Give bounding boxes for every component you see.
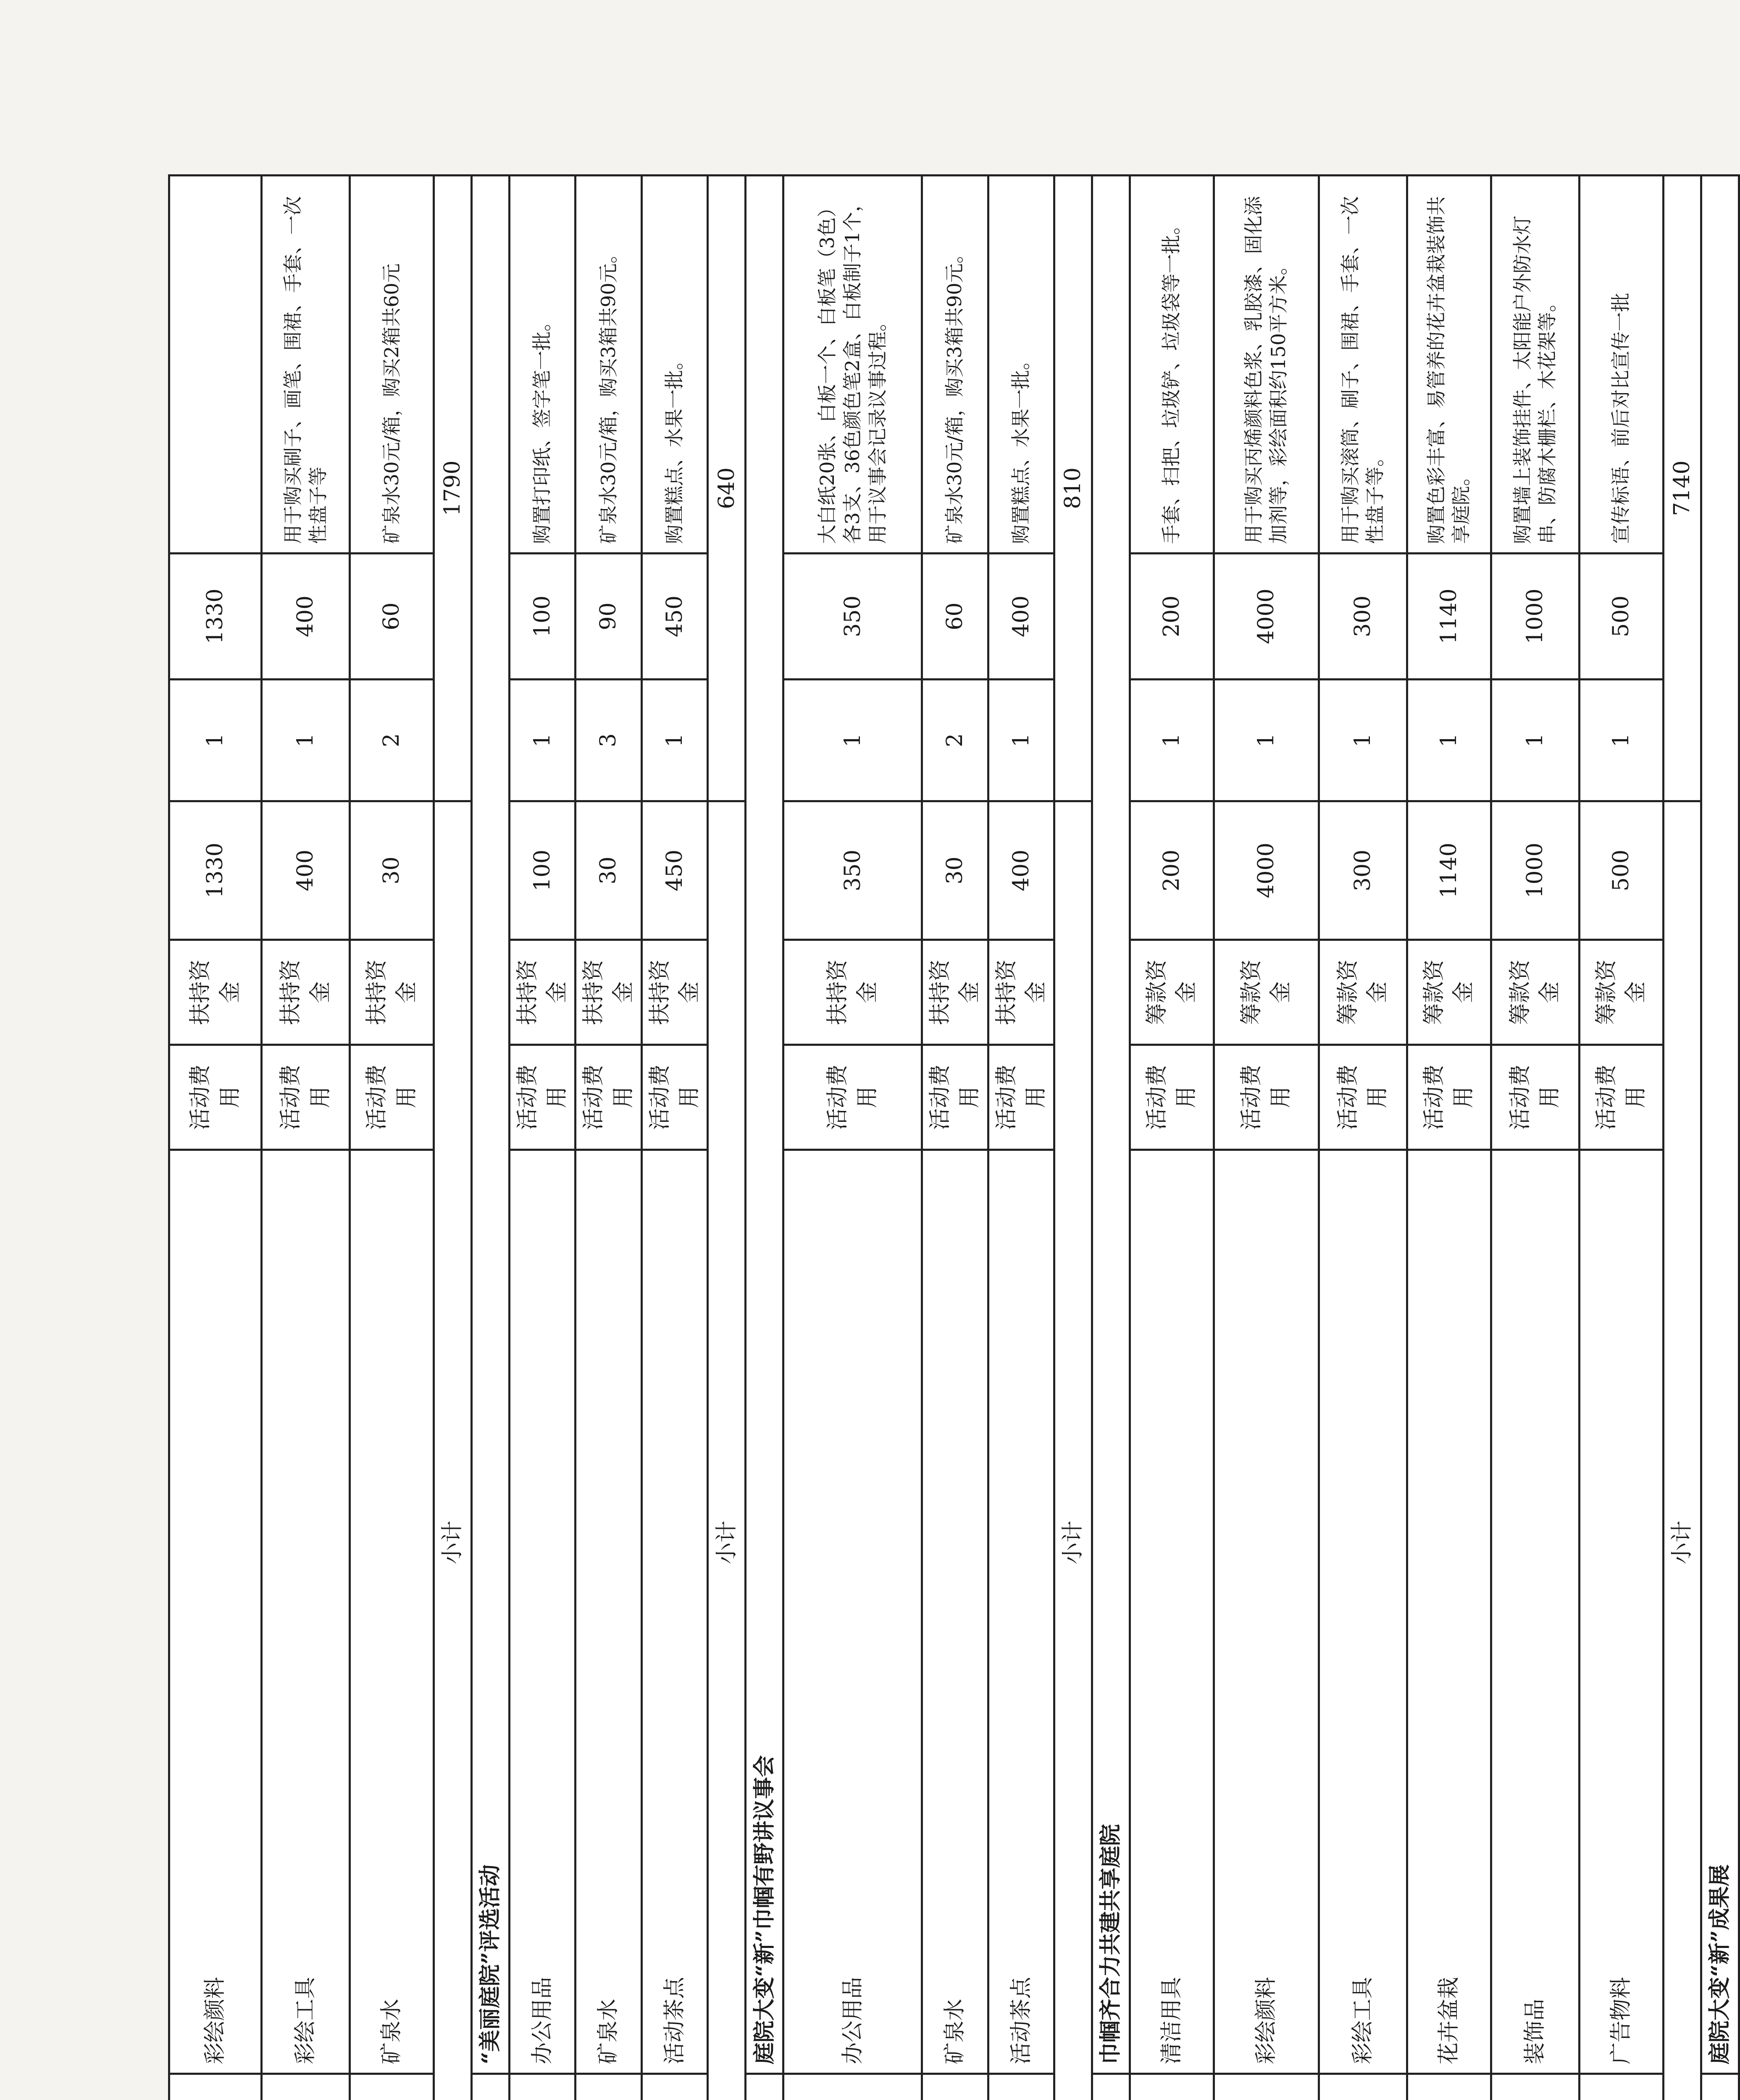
table-row: [510, 176, 576, 2100]
unit-price: 400: [988, 801, 1054, 940]
amount: 1000: [1491, 554, 1579, 680]
unit-price: 350: [783, 801, 922, 940]
funding-source: 筹款资金: [1407, 940, 1491, 1045]
table-row: [350, 176, 434, 2100]
expense-category: 活动费用: [510, 1045, 576, 1150]
expense-category: 活动费用: [576, 1045, 641, 1150]
quantity: 1: [641, 680, 707, 801]
section-number: [472, 2074, 510, 2100]
remark: 用于购买刷子、画笔、围裙、手套、一次性盘子等: [262, 176, 350, 554]
remark: 用于购买丙烯颜料色浆、乳胶漆、固化添加剂等，彩绘面积约150平方米。: [1214, 176, 1319, 554]
expense-category: 活动费用: [1319, 1045, 1407, 1150]
quantity: 3: [576, 680, 641, 801]
amount: 500: [1579, 554, 1663, 680]
section-header-row: [746, 176, 783, 2100]
subtotal-row: [708, 176, 746, 2100]
subtotal-label: 小计: [1054, 801, 1092, 2100]
item-name: 活动茶点: [641, 1150, 707, 2074]
expense-category: 活动费用: [988, 1045, 1054, 1150]
row-number: [922, 2074, 988, 2100]
row-number: [988, 2074, 1054, 2100]
expense-category: 活动费用: [169, 1045, 262, 1150]
amount: 350: [783, 554, 922, 680]
funding-source: 扶持资金: [641, 940, 707, 1045]
amount: 4000: [1214, 554, 1319, 680]
remark: 用于购买滚筒、刷子、围裙、手套、一次性盘子等。: [1319, 176, 1407, 554]
funding-source: 扶持资金: [576, 940, 641, 1045]
funding-source: 筹款资金: [1491, 940, 1579, 1045]
subtotal-label: 小计: [708, 801, 746, 2100]
table-row: [1130, 176, 1214, 2100]
remark: 购置墙上装饰挂件、太阳能户外防水灯串、防腐木栅栏、木花架等。: [1491, 176, 1579, 554]
section-number: [1701, 2074, 1739, 2100]
expense-category: 活动费用: [641, 1045, 707, 1150]
row-number: [1130, 2074, 1214, 2100]
quantity: 1: [1319, 680, 1407, 801]
unit-price: 400: [262, 801, 350, 940]
expense-category: 活动费用: [262, 1045, 350, 1150]
expense-category: 活动费用: [783, 1045, 922, 1150]
quantity: 1: [510, 680, 576, 801]
remark: 大白纸20张、白板一个、白板笔（3色）各3支、36色颜色笔2盒、白板制子1个，用于议事会记录议事过程。: [783, 176, 922, 554]
table-row: [1407, 176, 1491, 2100]
amount: 200: [1130, 554, 1214, 680]
table-row: [783, 176, 922, 2100]
unit-price: 1140: [1407, 801, 1491, 940]
quantity: 1: [1407, 680, 1491, 801]
section-header-row: [472, 176, 510, 2100]
row-number: [1214, 2074, 1319, 2100]
amount: 400: [988, 554, 1054, 680]
quantity: 1: [1491, 680, 1579, 801]
subtotal-value: 1790: [434, 176, 472, 801]
remark: 购置糕点、水果一批。: [641, 176, 707, 554]
amount: 100: [510, 554, 576, 680]
row-number: [783, 2074, 922, 2100]
table-row: [988, 176, 1054, 2100]
remark: 购置糕点、水果一批。: [988, 176, 1054, 554]
funding-source: 扶持资金: [783, 940, 922, 1045]
table-row: [262, 176, 350, 2100]
row-number: [641, 2074, 707, 2100]
unit-price: 4000: [1214, 801, 1319, 940]
item-name: 彩绘工具: [262, 1150, 350, 2074]
subtotal-value: 640: [708, 176, 746, 801]
section-number: [1092, 2074, 1130, 2100]
unit-price: 300: [1319, 801, 1407, 940]
subtotal-label: 小计: [434, 801, 472, 2100]
subtotal-value: 810: [1054, 176, 1092, 801]
item-name: 矿泉水: [576, 1150, 641, 2074]
unit-price: 100: [510, 801, 576, 940]
amount: 450: [641, 554, 707, 680]
remark: 手套、扫把、垃圾铲、垃圾袋等一批。: [1130, 176, 1214, 554]
budget-table: [168, 174, 1740, 2100]
remark: 购置色彩丰富、易管养的花卉盆栽装饰共享庭院。: [1407, 176, 1491, 554]
funding-source: 筹款资金: [1214, 940, 1319, 1045]
item-name: 彩绘工具: [1319, 1150, 1407, 2074]
row-number: [350, 2074, 434, 2100]
amount: 90: [576, 554, 641, 680]
unit-price: 1330: [169, 801, 262, 940]
row-number: [1491, 2074, 1579, 2100]
table-row: [1579, 176, 1663, 2100]
amount: 60: [922, 554, 988, 680]
amount: 1330: [169, 554, 262, 680]
remark: 矿泉水30元/箱，购买3箱共90元。: [922, 176, 988, 554]
row-number: [262, 2074, 350, 2100]
unit-price: 30: [922, 801, 988, 940]
funding-source: 扶持资金: [169, 940, 262, 1045]
subtotal-label: 小计: [1663, 801, 1701, 2100]
unit-price: 30: [576, 801, 641, 940]
remark: [169, 176, 262, 554]
table-row: [922, 176, 988, 2100]
subtotal-row: [1054, 176, 1092, 2100]
table-row: [169, 176, 262, 2100]
table-row: [1319, 176, 1407, 2100]
row-number: [576, 2074, 641, 2100]
item-name: 装饰品: [1491, 1150, 1579, 2074]
amount: 400: [262, 554, 350, 680]
item-name: 办公用品: [510, 1150, 576, 2074]
item-name: 彩绘颜料: [1214, 1150, 1319, 2074]
unit-price: 1000: [1491, 801, 1579, 940]
remark: 矿泉水30元/箱，购买3箱共90元。: [576, 176, 641, 554]
quantity: 1: [262, 680, 350, 801]
unit-price: 200: [1130, 801, 1214, 940]
item-name: 广告物料: [1579, 1150, 1663, 2074]
section-header-row: [1092, 176, 1130, 2100]
table-row: [576, 176, 641, 2100]
expense-category: 活动费用: [922, 1045, 988, 1150]
section-title: 庭院大变“新”成果展: [1701, 176, 1739, 2074]
expense-category: 活动费用: [1407, 1045, 1491, 1150]
item-name: 彩绘颜料: [169, 1150, 262, 2074]
item-name: 清洁用具: [1130, 1150, 1214, 2074]
funding-source: 扶持资金: [350, 940, 434, 1045]
row-number: [169, 2074, 262, 2100]
expense-category: 活动费用: [1130, 1045, 1214, 1150]
item-name: 活动茶点: [988, 1150, 1054, 2074]
section-number: [746, 2074, 783, 2100]
funding-source: 筹款资金: [1130, 940, 1214, 1045]
section-title: 巾帼齐合力共建共享庭院: [1092, 176, 1130, 2074]
subtotal-row: [1663, 176, 1701, 2100]
item-name: 矿泉水: [922, 1150, 988, 2074]
unit-price: 450: [641, 801, 707, 940]
row-number: [1319, 2074, 1407, 2100]
remark: 购置打印纸、签字笔一批。: [510, 176, 576, 554]
row-number: [1579, 2074, 1663, 2100]
quantity: 1: [783, 680, 922, 801]
amount: 1140: [1407, 554, 1491, 680]
funding-source: 筹款资金: [1319, 940, 1407, 1045]
table-row: [1214, 176, 1319, 2100]
table-row: [641, 176, 707, 2100]
rotated-document-page: [168, 176, 1733, 2100]
quantity: 1: [1130, 680, 1214, 801]
expense-category: 活动费用: [1491, 1045, 1579, 1150]
quantity: 2: [922, 680, 988, 801]
item-name: 矿泉水: [350, 1150, 434, 2074]
row-number: [1407, 2074, 1491, 2100]
remark: 矿泉水30元/箱，购买2箱共60元: [350, 176, 434, 554]
quantity: 1: [1579, 680, 1663, 801]
section-header-row: [1701, 176, 1739, 2100]
funding-source: 扶持资金: [922, 940, 988, 1045]
expense-category: 活动费用: [1579, 1045, 1663, 1150]
amount: 60: [350, 554, 434, 680]
subtotal-row: [434, 176, 472, 2100]
funding-source: 扶持资金: [262, 940, 350, 1045]
subtotal-value: 7140: [1663, 176, 1701, 801]
amount: 300: [1319, 554, 1407, 680]
item-name: 花卉盆栽: [1407, 1150, 1491, 2074]
unit-price: 500: [1579, 801, 1663, 940]
quantity: 1: [1214, 680, 1319, 801]
row-number: [510, 2074, 576, 2100]
quantity: 1: [988, 680, 1054, 801]
section-title: “美丽庭院”评选活动: [472, 176, 510, 2074]
expense-category: 活动费用: [350, 1045, 434, 1150]
funding-source: 扶持资金: [510, 940, 576, 1045]
table-row: [1491, 176, 1579, 2100]
remark: 宣传标语、前后对比宣传一批: [1579, 176, 1663, 554]
section-title: 庭院大变“新”巾帼有野讲议事会: [746, 176, 783, 2074]
unit-price: 30: [350, 801, 434, 940]
funding-source: 扶持资金: [988, 940, 1054, 1045]
quantity: 2: [350, 680, 434, 801]
expense-category: 活动费用: [1214, 1045, 1319, 1150]
funding-source: 筹款资金: [1579, 940, 1663, 1045]
quantity: 1: [169, 680, 262, 801]
item-name: 办公用品: [783, 1150, 922, 2074]
